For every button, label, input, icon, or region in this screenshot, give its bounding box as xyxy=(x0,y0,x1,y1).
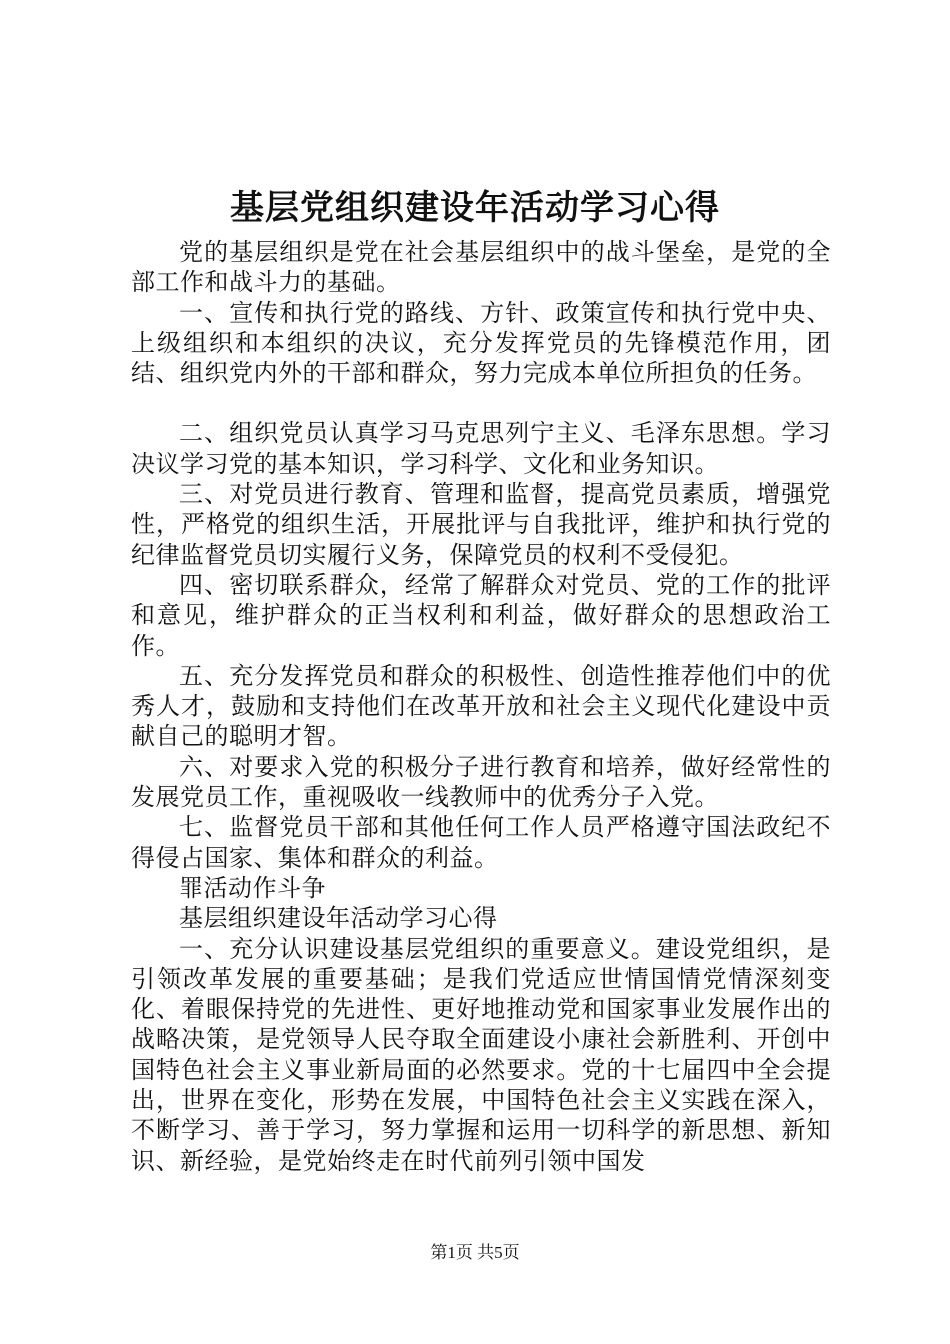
paragraph-item-4: 四、密切联系群众，经常了解群众对党员、党的工作的批评和意见，维护群众的正当权利和利益，做好群众的思想政治工作。 xyxy=(131,570,831,660)
document-body xyxy=(131,237,831,1176)
paragraph-item-6: 六、对要求入党的积极分子进行教育和培养，做好经常性的发展党员工作，重视吸收一线教师中的优秀分子入党。 xyxy=(131,752,831,812)
paragraph-item-5: 五、充分发挥党员和群众的积极性、创造性推荐他们中的优秀人才，鼓励和支持他们在改革开放和社会主义现代化建设中贡献自己的聪明才智。 xyxy=(131,661,831,751)
page-number-footer: 第1页 共5页 xyxy=(430,1243,520,1262)
paragraph-item-1: 一、宣传和执行党的路线、方针、政策宣传和执行党中央、上级组织和本组织的决议，充分发挥党员的先锋模范作用，团结、组织党内外的干部和群众，努力完成本单位所担负的任务。 xyxy=(131,298,831,388)
paragraph-intro: 党的基层组织是党在社会基层组织中的战斗堡垒，是党的全部工作和战斗力的基础。 xyxy=(131,238,831,297)
paragraph-fragment: 罪活动作斗争 xyxy=(179,873,326,902)
section-heading: 基层组织建设年活动学习心得 xyxy=(179,904,498,933)
document-title: 基层党组织建设年活动学习心得 xyxy=(230,188,720,228)
paragraph-section-1: 一、充分认识建设基层党组织的重要意义。建设党组织，是引领改革发展的重要基础；是我们党适应世情国情党情深刻变化、着眼保持党的先进性、更好地推动党和国家事业发展作出的战略决策，是党领导人民夺取全面建设小康社会新胜利、开创中国特色社会主义事业新局面的必然要求。党的十七届四中全会提出，世界在变化，形势在发展，中国特色社会主义实践在深入，不断学习、善于学习，努力掌握和运用一切科学的新思想、新知识、新经验，是党始终走在时代前列引领中国发 xyxy=(131,934,831,1175)
paragraph-item-3: 三、对党员进行教育、管理和监督，提高党员素质，增强党性，严格党的组织生活，开展批评与自我批评，维护和执行党的纪律监督党员切实履行义务，保障党员的权利不受侵犯。 xyxy=(131,480,831,569)
paragraph-item-7: 七、监督党员干部和其他任何工作人员严格遵守国法政纪不得侵占国家、集体和群众的利益。 xyxy=(131,813,831,872)
paragraph-item-2: 二、组织党员认真学习马克思列宁主义、毛泽东思想。学习决议学习党的基本知识，学习科学、文化和业务知识。 xyxy=(131,419,831,478)
paragraph-spacer xyxy=(131,388,831,418)
